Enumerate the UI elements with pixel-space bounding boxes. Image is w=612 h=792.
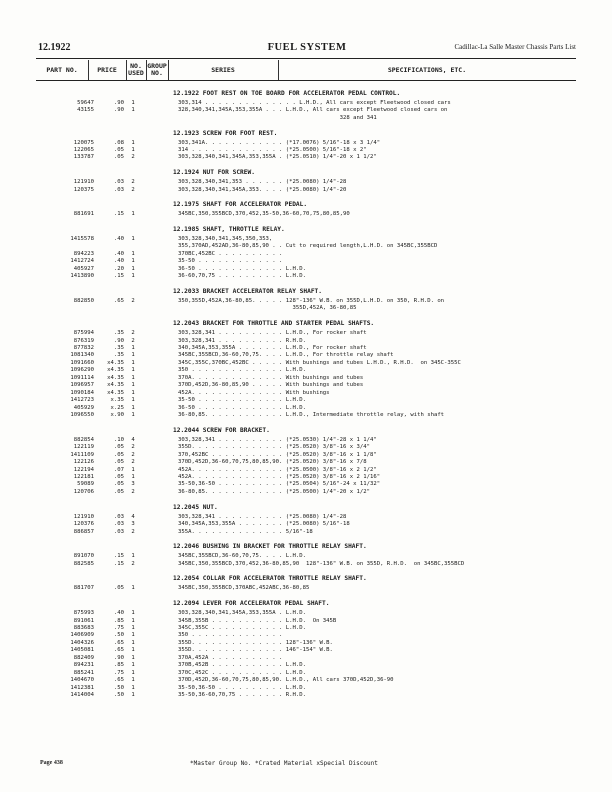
number-used: 1 <box>131 669 135 676</box>
series-specs: 303,341A. . . . . . . . . . . . (*17.0076) 5/16"-18 x 3 1/4" <box>178 139 381 146</box>
part-number: 1412723 <box>70 397 94 404</box>
series-specs: 303,328,341 . . . . . . . . . . L.H.D., For rocker shaft <box>178 330 367 337</box>
section-heading: 12.2046 BUSHING IN BRACKET FOR THROTTLE RELAY SHAFT. <box>173 543 367 551</box>
number-used: 1 <box>131 404 135 411</box>
number-used: 1 <box>131 412 135 419</box>
part-number: 1096550 <box>70 412 94 419</box>
number-used: 1 <box>131 374 135 381</box>
series-specs: 452A. . . . . . . . . . . . . . (*25.0500) 3/8"-16 x 2 1/2" <box>178 466 377 473</box>
price: .07 <box>113 466 124 473</box>
header-rule <box>36 58 576 59</box>
number-used: 1 <box>131 677 135 684</box>
price: .03 <box>113 513 124 520</box>
part-number: 1081340 <box>70 352 94 359</box>
part-number: 59647 <box>77 99 94 106</box>
series-specs: 350 . . . . . . . . . . . . . . L.H.D. <box>178 367 306 374</box>
number-used: 1 <box>131 273 135 280</box>
price: x.25 <box>110 404 124 411</box>
part-number: 133787 <box>73 154 94 161</box>
series-specs: 35-50,36-50 . . . . . . . . . . (*25.0504) 5/16"-24 x 11/32" <box>178 481 381 488</box>
number-used: 4 <box>131 436 135 443</box>
section-heading: 12.1924 NUT FOR SCREW. <box>173 169 255 177</box>
header-publication: Cadillac-La Salle Master Chassis Parts List <box>454 43 576 51</box>
series-specs: 345BC,350,355BCD,370,452,35-50,36-60,70,75,80,85,90 <box>178 211 350 218</box>
price: .90 <box>113 654 124 661</box>
part-number: 885241 <box>73 669 94 676</box>
number-used: 1 <box>131 632 135 639</box>
part-number: 405927 <box>73 265 94 272</box>
price: .40 <box>113 250 124 257</box>
price: .40 <box>113 258 124 265</box>
number-used: 1 <box>131 474 135 480</box>
price: .08 <box>113 139 124 146</box>
price: x4.35 <box>107 367 124 374</box>
number-used: 1 <box>131 553 135 560</box>
number-used: 2 <box>131 444 135 451</box>
price: x.90 <box>110 412 124 419</box>
series-specs: 355D. . . . . . . . . . . . . . 128"-136" W.B. <box>178 639 333 646</box>
price: .05 <box>113 474 124 480</box>
number-used: 1 <box>131 367 135 374</box>
col-group: GROUP NO. <box>147 62 167 77</box>
part-number: 120376 <box>73 521 94 528</box>
part-number: 894223 <box>73 250 94 257</box>
part-number: 1405081 <box>70 647 94 654</box>
column-headers <box>36 60 576 81</box>
part-number: 875993 <box>73 610 94 617</box>
part-number: 122194 <box>73 466 94 473</box>
section-heading: 12.1922 FOOT REST ON TOE BOARD FOR ACCELERATOR PEDAL CONTROL. <box>173 90 401 97</box>
part-number: 120375 <box>73 186 94 193</box>
series-specs: 370D,452D,36-60,70,75,80,85,90. L.H.D., All cars 370D,452D,36-90 <box>178 677 394 684</box>
price: .65 <box>113 647 124 654</box>
price: .65 <box>113 639 124 646</box>
section-heading: 12.1975 SHAFT FOR ACCELERATOR PEDAL. <box>173 201 308 209</box>
table-row <box>0 584 612 592</box>
price: .10 <box>113 436 124 443</box>
part-number: 1096290 <box>70 367 94 374</box>
series-specs: 36-80,85. . . . . . . . . . . . L.H.D., Intermediate throttle relay, with shaft <box>178 412 445 419</box>
col-part: PART NO. <box>46 65 78 74</box>
price: .85 <box>113 662 124 669</box>
series-specs: 350,355D,452A,36-80,85. . . . . 128"-136" W.B. on 355D,L.H.D. on 350, R.H.D. on <box>178 297 445 304</box>
part-number: 1090184 <box>70 389 94 396</box>
number-used: 1 <box>131 585 135 592</box>
price: .05 <box>113 147 124 153</box>
price: .35 <box>113 330 124 337</box>
series-specs: 303,328,340,341,345A,353,355A . (*25.0510) 1/4"-20 x 1 1/2" <box>178 154 377 161</box>
table-row <box>0 186 612 194</box>
series-specs: 345BC,355BCD,36-60,70,75. . . . L.H.D., For throttle relay shaft <box>178 352 394 359</box>
series-specs: 314 . . . . . . . . . . . . . . (*25.0500) 5/16"-18 x 2" <box>178 147 367 153</box>
price: .75 <box>113 624 124 631</box>
price: .05 <box>113 481 124 488</box>
part-number: 891070 <box>73 553 94 560</box>
price: .85 <box>113 617 124 624</box>
part-number: 877832 <box>73 345 94 351</box>
part-number: 120075 <box>73 139 94 146</box>
series-specs: 303,328,340,341,345A,353. . . . (*25.0080) 1/4"-20 <box>178 186 347 193</box>
part-number: 122119 <box>73 444 94 451</box>
number-used: 1 <box>131 684 135 691</box>
number-used: 1 <box>131 662 135 669</box>
part-number: 1096957 <box>70 382 94 389</box>
part-number: 882854 <box>73 436 94 443</box>
part-number: 1404670 <box>70 677 94 684</box>
price: x4.35 <box>107 389 124 396</box>
series-specs: 35-50,36-50 . . . . . . . . . . L.H.D. <box>178 684 306 691</box>
part-number: 122126 <box>73 459 94 466</box>
part-number: 1404326 <box>70 639 94 646</box>
part-number: 122065 <box>73 147 94 153</box>
number-used: 3 <box>131 521 135 528</box>
number-used: 2 <box>131 560 135 567</box>
price: .75 <box>113 669 124 676</box>
part-number: 1414004 <box>70 692 94 698</box>
price: .90 <box>113 337 124 344</box>
part-number: 886857 <box>73 528 94 535</box>
number-used: 2 <box>131 179 135 186</box>
number-used: 4 <box>131 513 135 520</box>
number-used: 2 <box>131 488 135 495</box>
table-row <box>0 528 612 536</box>
series-specs: 35-50,36-60,70,75 . . . . . . . R.H.D. <box>178 692 306 698</box>
number-used: 2 <box>131 528 135 535</box>
part-number: 43155 <box>77 107 94 114</box>
price: x4.35 <box>107 374 124 381</box>
number-used: 2 <box>131 337 135 344</box>
table-row <box>0 210 612 218</box>
number-used: 1 <box>131 466 135 473</box>
series-specs: 340,345A,353,355A . . . . . . . L.H.D., For rocker shaft <box>178 345 367 351</box>
part-number: 881691 <box>73 211 94 218</box>
part-number: 122181 <box>73 474 94 480</box>
col-specs: SPECIFICATIONS, ETC. <box>387 65 467 74</box>
price: .05 <box>113 444 124 451</box>
price: .03 <box>113 179 124 186</box>
number-used: 1 <box>131 139 135 146</box>
col-used: NO. USED <box>128 62 144 77</box>
series-specs: 35-50 . . . . . . . . . . . . . L.H.D. <box>178 397 306 404</box>
price: .50 <box>113 692 124 698</box>
footer-legend: *Master Group No. *Crated Material xSpecial Discount <box>190 760 378 767</box>
price: .50 <box>113 684 124 691</box>
part-number: 120706 <box>73 488 94 495</box>
series-specs: 370B,452B . . . . . . . . . . . L.H.D. <box>178 662 306 669</box>
part-number: 1091114 <box>70 374 94 381</box>
series-specs: 355,370AD,452AD,36-80,85,90 . . Cut to required length,L.H.D. on 345BC,355BCD <box>178 243 438 250</box>
number-used: 1 <box>131 617 135 624</box>
section-heading: 12.2045 NUT. <box>173 503 218 511</box>
part-number: 881707 <box>73 585 94 592</box>
price: .20 <box>113 265 124 272</box>
number-used: 2 <box>131 451 135 458</box>
series-specs: 345BC,350,355BCD,370,452,36-80,85,90 128"-136" W.B. on 355D, R.H.D. on 345BC,355BCD <box>178 560 465 567</box>
number-used: 1 <box>131 345 135 351</box>
number-used: 1 <box>131 265 135 272</box>
price: .65 <box>113 677 124 684</box>
series-specs: 36-50 . . . . . . . . . . . . . L.H.D. <box>178 265 306 272</box>
number-used: 2 <box>131 154 135 161</box>
number-used: 1 <box>131 647 135 654</box>
part-number: 882850 <box>73 297 94 304</box>
part-number: 891061 <box>73 617 94 624</box>
price: .05 <box>113 459 124 466</box>
series-specs: 303,328,340,341,345,350,353, <box>178 236 273 242</box>
series-specs: 303,328,341 . . . . . . . . . . (*25.0530) 1/4"-28 x 1 1/4" <box>178 436 377 443</box>
series-specs: 370D,452D,36-80,85,90 . . . . . With bushings and tubes <box>178 382 364 389</box>
header-code: 12.1922 <box>38 42 71 53</box>
series-specs: 370A. . . . . . . . . . . . . . With bushings and tubes <box>178 374 364 381</box>
table-row <box>0 560 612 568</box>
part-number: 1411109 <box>70 451 94 458</box>
price: .03 <box>113 186 124 193</box>
price: .15 <box>113 560 124 567</box>
series-specs: 452A. . . . . . . . . . . . . . (*25.0520) 3/8"-16 x 2 1/16" <box>178 474 381 480</box>
number-used: 1 <box>131 624 135 631</box>
number-used: 1 <box>131 654 135 661</box>
section-heading: 12.2044 SCREW FOR BRACKET. <box>173 426 270 434</box>
part-number: 882585 <box>73 560 94 567</box>
table-row <box>0 153 612 161</box>
section-heading: 12.2094 LEVER FOR ACCELERATOR PEDAL SHAFT. <box>173 600 330 608</box>
part-number: 1091660 <box>70 359 94 366</box>
part-number: 1413890 <box>70 273 94 280</box>
price: .05 <box>113 154 124 161</box>
number-used: 2 <box>131 459 135 466</box>
series-specs: 370C,452C . . . . . . . . . . . L.H.D. <box>178 669 306 676</box>
part-number: 1406909 <box>70 632 94 639</box>
series-specs: 36-50 . . . . . . . . . . . . . L.H.D. <box>178 404 306 411</box>
series-specs: 370D,452D,36-60,70,75,80,85,90. (*25.0520) 3/8"-16 x 7/8 <box>178 459 367 466</box>
series-specs: 303,328,340,341,345A,353,355A . L.H.D. <box>178 610 306 617</box>
series-specs: 345BC,355BCD,36-60,70,75. . . . L.H.D. <box>178 553 306 560</box>
number-used: 1 <box>131 397 135 404</box>
part-number: 121910 <box>73 179 94 186</box>
series-specs: 345C,355C,370BC,452BC . . . . . With bushings and tubes L.H.D., R.H.D. on 345C-355C <box>178 359 461 366</box>
series-specs: 355D. . . . . . . . . . . . . . (*25.0520) 3/8"-16 x 3/4" <box>178 444 370 451</box>
price: .15 <box>113 211 124 218</box>
section-heading: 12.2054 COLLAR FOR ACCELERATOR THROTTLE RELAY SHAFT. <box>173 575 367 583</box>
number-used: 1 <box>131 382 135 389</box>
number-used: 1 <box>131 639 135 646</box>
table-row <box>0 691 612 699</box>
price: .05 <box>113 488 124 495</box>
price: .15 <box>113 273 124 280</box>
part-number: 121910 <box>73 513 94 520</box>
price: .03 <box>113 528 124 535</box>
series-specs: 303,328,340,341,353 . . . . . . (*25.0080) 1/4"-28 <box>178 179 347 186</box>
series-specs: 370A,452A . . . . . . . . . . . <box>178 654 283 661</box>
price: .65 <box>113 297 124 304</box>
series-specs: 452A. . . . . . . . . . . . . . With bushings <box>178 389 330 396</box>
number-used: 1 <box>131 211 135 218</box>
number-used: 1 <box>131 352 135 359</box>
price: .35 <box>113 352 124 359</box>
series-specs: 345BC,350,355BCD,370ABC,452ABC,36-80,85 <box>178 585 310 592</box>
price: .90 <box>113 99 124 106</box>
number-used: 1 <box>131 250 135 257</box>
part-number: 876319 <box>73 337 94 344</box>
number-used: 1 <box>131 610 135 617</box>
series-specs: 350 . . . . . . . . . . . . . . <box>178 632 283 639</box>
part-number: 894231 <box>73 662 94 669</box>
part-number: 405929 <box>73 404 94 411</box>
table-row <box>0 272 612 280</box>
series-specs: 303,328,341 . . . . . . . . . . R.H.D. <box>178 337 306 344</box>
series-specs: 36-60,70,75 . . . . . . . . . . L.H.D. <box>178 273 306 280</box>
series-specs: 370,452BC . . . . . . . . . . . (*25.0520) 3/8"-16 x 1 1/8" <box>178 451 377 458</box>
series-specs: 340,345A,353,355A . . . . . . . (*25.0080) 5/16"-18 <box>178 521 350 528</box>
price: .90 <box>113 107 124 114</box>
section-heading: 12.1923 SCREW FOR FOOT REST. <box>173 129 278 137</box>
number-used: 1 <box>131 258 135 265</box>
section-heading: 12.2043 BRACKET FOR THROTTLE AND STARTER PEDAL SHAFTS. <box>173 320 375 328</box>
part-number: 59089 <box>77 481 94 488</box>
table-row <box>0 114 612 122</box>
part-number: 882409 <box>73 654 94 661</box>
part-number: 1412381 <box>70 684 94 691</box>
part-number: 1412724 <box>70 258 94 265</box>
number-used: 1 <box>131 236 135 242</box>
part-number: 875994 <box>73 330 94 337</box>
series-specs: 345C,355C . . . . . . . . . . . L.H.D. <box>178 624 306 631</box>
page-header <box>38 42 576 56</box>
table-row <box>0 411 612 419</box>
number-used: 1 <box>131 692 135 698</box>
col-price: PRICE <box>97 65 117 74</box>
series-specs: 345B,355B . . . . . . . . . . . L.H.D. On 345B <box>178 617 337 624</box>
table-row <box>0 488 612 496</box>
price: .03 <box>113 521 124 528</box>
number-used: 3 <box>131 481 135 488</box>
series-specs: 35-50 . . . . . . . . . . . . . <box>178 258 283 265</box>
price: .15 <box>113 553 124 560</box>
page-title: FUEL SYSTEM <box>267 42 347 53</box>
number-used: 1 <box>131 99 135 106</box>
part-number: 883683 <box>73 624 94 631</box>
table-row <box>0 304 612 312</box>
part-number: 1415578 <box>70 236 94 242</box>
section-heading: 12.2033 BRACKET ACCELERATOR RELAY SHAFT. <box>173 288 323 295</box>
number-used: 2 <box>131 186 135 193</box>
price: x.35 <box>110 397 124 404</box>
series-specs: 303,314 . . . . . . . . . . . . . . L.H.D., All cars except Fleetwood closed cars <box>178 99 451 106</box>
price: x4.35 <box>107 382 124 389</box>
number-used: 2 <box>131 330 135 337</box>
number-used: 1 <box>131 389 135 396</box>
series-specs: 355D,452A, 36-80,85 <box>178 305 357 312</box>
series-specs: 355D. . . . . . . . . . . . . . 146"-154" W.B. <box>178 647 333 654</box>
price: .05 <box>113 451 124 458</box>
number-used: 1 <box>131 359 135 366</box>
number-used: 1 <box>131 147 135 153</box>
price: .50 <box>113 632 124 639</box>
series-specs: 370BC,452BC . . . . . . . . . . <box>178 250 283 257</box>
number-used: 2 <box>131 297 135 304</box>
series-specs: 355A. . . . . . . . . . . . . . 5/16"-18 <box>178 528 313 535</box>
series-specs: 328,340,341,345A,353,355A . . . L.H.D., All cars except Fleetwood closed cars on <box>178 107 448 114</box>
price: .35 <box>113 345 124 351</box>
page-number: Page 438 <box>40 760 63 766</box>
series-specs: 328 and 341 <box>178 114 377 121</box>
price: .40 <box>113 236 124 242</box>
price: .40 <box>113 610 124 617</box>
number-used: 1 <box>131 107 135 114</box>
series-specs: 303,328,341 . . . . . . . . . . (*25.0080) 1/4"-28 <box>178 513 347 520</box>
price: .05 <box>113 585 124 592</box>
price: x4.35 <box>107 359 124 366</box>
col-series: SERIES <box>211 65 235 74</box>
series-specs: 36-80,85. . . . . . . . . . . . (*25.0500) 1/4"-20 x 1/2" <box>178 488 370 495</box>
section-heading: 12.1985 SHAFT, THROTTLE RELAY. <box>173 226 285 234</box>
